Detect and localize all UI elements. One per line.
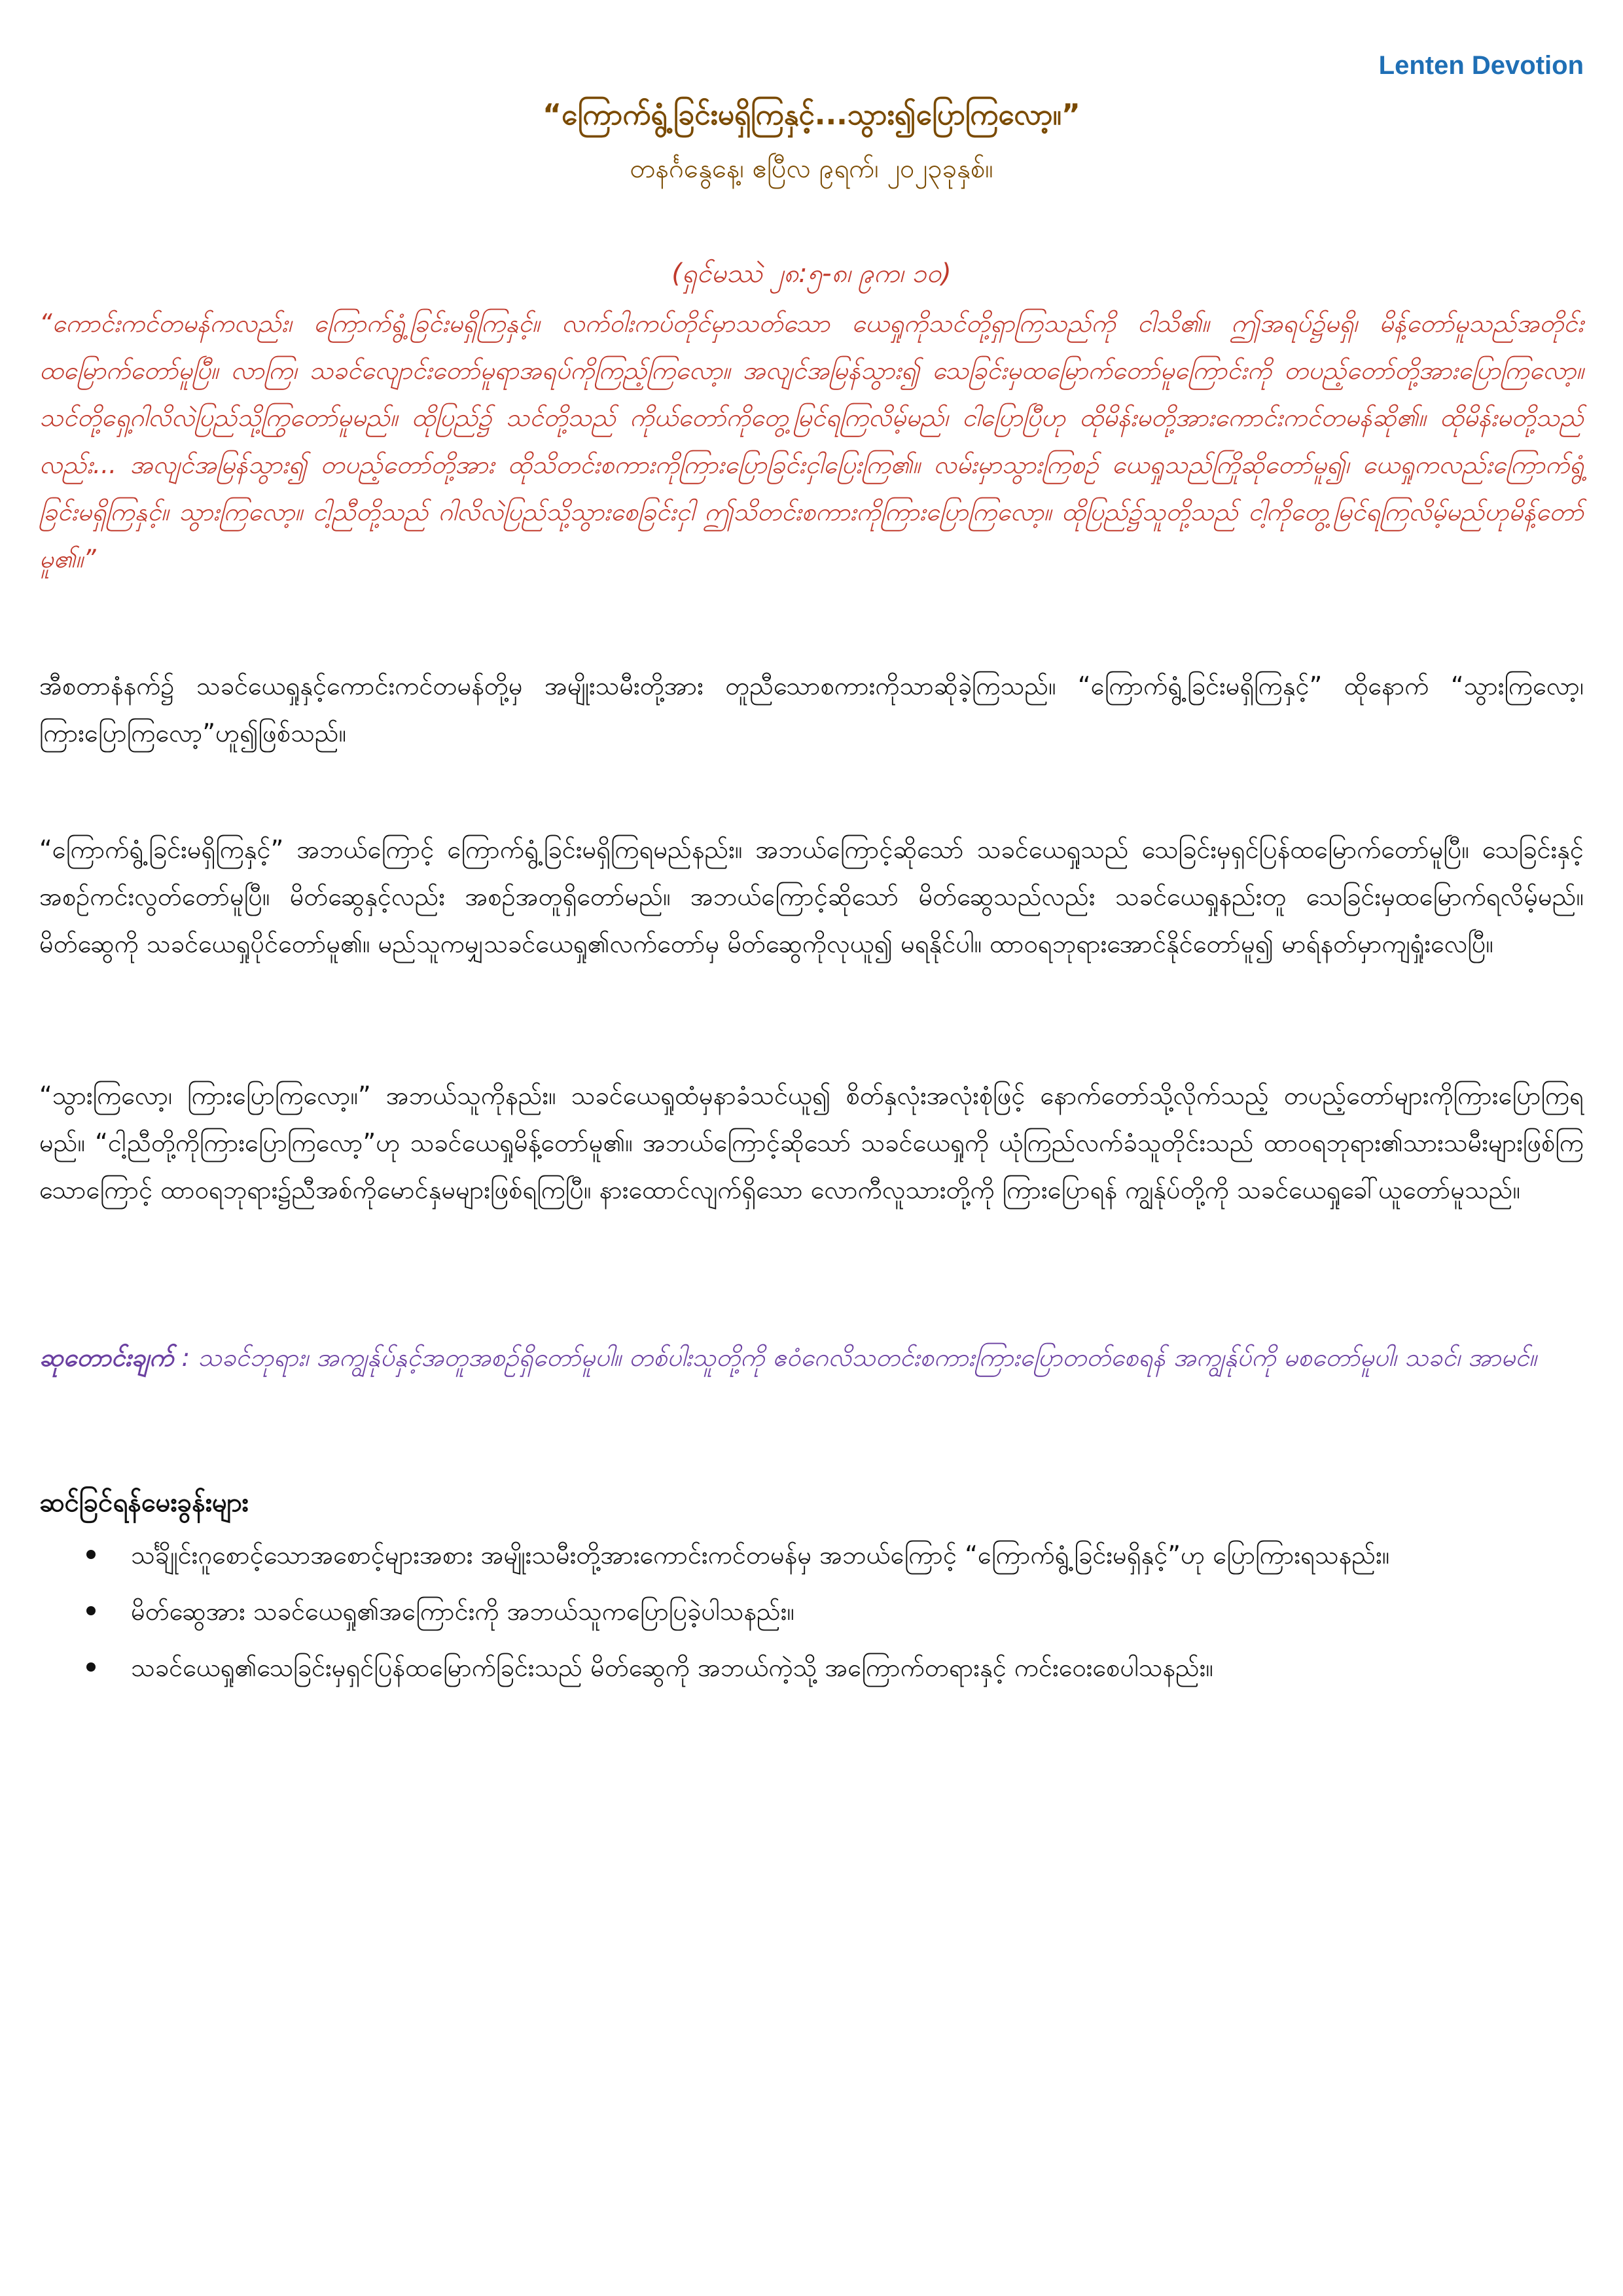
question-text: သခင်ယေရှု၏သေခြင်းမှရှင်ပြန်ထမြောက်ခြင်းသည် မိတ်ဆွေကို အဘယ်ကဲ့သို့ အကြောက်တရားနှင့် ကင်းဝေးစေပါသနည်း။ (131, 1653, 1213, 1682)
body-paragraph-2: “ကြောက်ရွံ့ခြင်းမရှိကြနှင့်” အဘယ်ကြောင့် ကြောက်ရွံ့ခြင်းမရှိကြရမည်နည်း။ အဘယ်ကြောင့်ဆိုသော် သခင်ယေရှုသည် သေခြင်းမှရှင်ပြန်ထမြောက်တော်မူပြီ။ သေခြင်းနှင့်အစဉ်ကင်းလွတ်တော်မူပြီ။ မိတ်ဆွေနှင့်လည်း အစဉ်အတူရှိတော်မည်။ အဘယ်ကြောင့်ဆိုသော် မိတ်ဆွေသည်လည်း သခင်ယေရှုနည်းတူ သေခြင်းမှထမြောက်ရလိမ့်မည်။ မိတ်ဆွေကို သခင်ယေရှုပိုင်တော်မူ၏။ မည်သူကမျှသခင်ယေရှု၏လက်တော်မှ မိတ်ဆွေကိုလုယူ၍ မရနိုင်ပါ။ ထာဝရဘုရားအောင်နိုင်တော်မူ၍ မာရ်နတ်မှာကျရှုံးလေပြီ။ (39, 835, 1584, 958)
question-text: သင်္ချိုင်းဂူစောင့်သောအစောင့်များအစား အမျိုးသမီးတို့အားကောင်းကင်တမန်မှ အဘယ်ကြောင့် “ကြောက်ရွံ့ခြင်းမရှိနှင့်”ဟု ပြောကြားရသနည်း။ (131, 1541, 1390, 1570)
body-paragraph-1: အီစတာနံနက်၌ သခင်ယေရှုနှင့်ကောင်းကင်တမန်တို့မှ အမျိုးသမီးတို့အား တူညီသောစကားကိုသာဆိုခဲ့ကြသည်။ “ကြောက်ရွံ့ခြင်းမရှိကြနှင့်” ထိုနောက် “သွားကြလော့၊ ကြားပြောကြလော့”ဟူ၍ဖြစ်သည်။ (39, 672, 1584, 747)
list-item (39, 1588, 1584, 1635)
questions-heading: ဆင်ခြင်ရန်မေးခွန်းများ (39, 1488, 249, 1518)
scripture-reference: (ရှင်မဿဲ ၂၈:၅-၈၊ ၉က၊ ၁၀) (671, 259, 952, 289)
bullet-icon (86, 1662, 96, 1672)
question-text: မိတ်ဆွေအား သခင်ယေရှု၏အကြောင်းကို အဘယ်သူကပြောပြခဲ့ပါသနည်း။ (131, 1597, 794, 1626)
bullet-icon (86, 1550, 96, 1559)
list-item (39, 1532, 1584, 1579)
bullet-icon (86, 1606, 96, 1615)
list-item (39, 1644, 1584, 1691)
prayer-text: သခင်ဘုရား၊ အကျွန်ုပ်နှင့်အတူအစဉ်ရှိတော်မူပါ။ တစ်ပါးသူတို့ကို ဧဝံဂေလိသတင်းစကားကြားပြောတတ်စေရန် အကျွန်ုပ်ကို မစတော်မူပါ၊ သခင်၊ အာမင်။ (198, 1343, 1537, 1372)
questions-list (39, 1532, 1584, 1700)
devotion-date: တနင်္ဂနွေနေ့၊ ဧပြီလ ၉ရက်၊ ၂၀၂၃ခုနှစ်။ (630, 154, 993, 184)
prayer-block (39, 1334, 1584, 1381)
prayer-label: ဆုတောင်းချက် (39, 1343, 174, 1372)
body-paragraph-3: “သွားကြလော့၊ ကြားပြောကြလော့။” အဘယ်သူကိုနည်း။ သခင်ယေရှုထံမှနာခံသင်ယူ၍ စိတ်နှလုံးအလုံးစုံဖြင့် နောက်တော်သို့လိုက်သည့် တပည့်တော်များကိုကြားပြောကြရမည်။ “ငါ့ညီတို့ကိုကြားပြောကြလော့”ဟု သခင်ယေရှုမိန့်တော်မူ၏။ အဘယ်ကြောင့်ဆိုသော် သခင်ယေရှုကို ယုံကြည်လက်ခံသူတိုင်းသည် ထာဝရဘုရား၏သားသမီးများဖြစ်ကြသောကြောင့် ထာဝရဘုရား၌ညီအစ်ကိုမောင်နှမများဖြစ်ရကြပြီ။ နားထောင်လျက်ရှိသော လောကီလူသားတို့ကို ကြားပြောရန် ကျွန်ုပ်တို့ကို သခင်ယေရှုခေါ်ယူတော်မူသည်။ (39, 1081, 1584, 1204)
scripture-text: “ကောင်းကင်တမန်ကလည်း၊ ကြောက်ရွံ့ခြင်းမရှိကြနှင့်။ လက်ဝါးကပ်တိုင်မှာသတ်သော ယေရှုကိုသင်တို့ရှာကြသည်ကို ငါသိ၏။ ဤအရပ်၌မရှိ၊ မိန့်တော်မူသည်အတိုင်း ထမြောက်တော်မူပြီ။ လာကြ၊ သခင်လျောင်းတော်မူရာအရပ်ကိုကြည့်ကြလော့။ အလျင်အမြန်သွား၍ သေခြင်းမှထမြောက်တော်မူကြောင်းကို တပည့်တော်တို့အားပြောကြလော့။ သင်တို့ရှေ့ဂါလိလဲပြည်သို့ကြွတော်မူမည်။ ထိုပြည်၌ သင်တို့သည် ကိုယ်တော်ကိုတွေ့မြင်ရကြလိမ့်မည်၊ ငါပြောပြီဟု ထိုမိန်းမတို့အားကောင်းကင်တမန်ဆို၏။ ထိုမိန်းမတို့သည်လည်း... အလျင်အမြန်သွား၍ တပည့်တော်တို့အား ထိုသိတင်းစကားကိုကြားပြောခြင်းငှါပြေးကြ၏။ လမ်းမှာသွားကြစဉ် ယေရှုသည်ကြိုဆိုတော်မူ၍၊ ယေရှုကလည်းကြောက်ရွံ့ခြင်းမရှိကြနှင့်။ သွားကြလော့။ ငါ့ညီတို့သည် ဂါလိလဲပြည်သို့သွားစေခြင်းငှါ ဤသိတင်းစကားကိုကြားပြောကြလော့။ ထိုပြည်၌သူတို့သည် ငါ့ကိုတွေ့မြင်ရကြလိမ့်မည်ဟုမိန့်တော်မူ၏။” (39, 309, 1584, 573)
prayer-separator: : (173, 1343, 198, 1372)
devotion-title: “ကြောက်ရွံ့ခြင်းမရှိကြနှင့်...သွား၍ပြောကြလော့။” (543, 98, 1080, 132)
lenten-devotion-tag: Lenten Devotion (1378, 51, 1584, 80)
